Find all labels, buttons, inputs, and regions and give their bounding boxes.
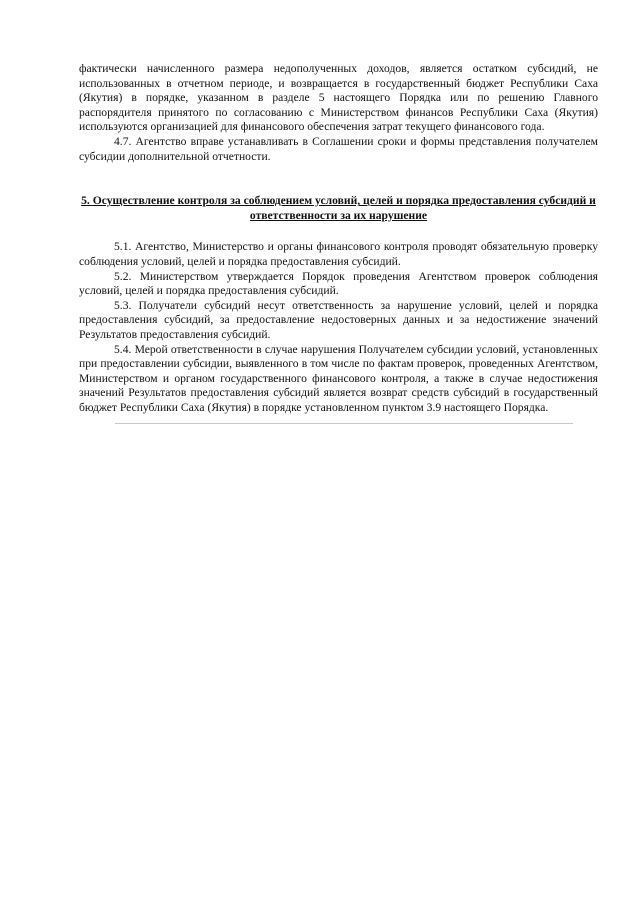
paragraph-4-7: 4.7. Агентство вправе устанавливать в Соглашении сроки и формы представления получателем субсидии дополнительной отчетности.: [79, 134, 598, 163]
paragraph-5-1: 5.1. Агентство, Министерство и органы финансового контроля проводят обязательную проверку соблюдения условий, целей и порядка предоставления субсидий.: [79, 240, 598, 268]
end-divider: [115, 423, 573, 424]
paragraph-5-3: 5.3. Получатели субсидий несут ответственность за нарушение условий, целей и порядка предоставления субсидий, за предоставление недостоверных данных и за недостижение значений Результатов предоставления субсидий.: [79, 298, 598, 341]
section-5-heading: 5. Осуществление контроля за соблюдением условий, целей и порядка предоставления субсидий и ответственности за их нарушение: [81, 194, 596, 222]
paragraph-5-4: 5.4. Мерой ответственности в случае нарушения Получателем субсидии условий, установленных при предоставлении субсидии, выявленного в том числе по фактам проверок, проведенных Агентством, Министерством и органом государственного финансового контроля, а также в случае недостижения значений Результатов предоставления субсидий является возврат средств субсидий в государственный бюджет Республики Саха (Якутия) в порядке установленном пунктом 3.9 настоящего Порядка.: [79, 342, 598, 414]
document-page: [79, 62, 598, 424]
section-spacer: [79, 223, 598, 240]
paragraph-4-6-continuation: фактически начисленного размера недополученных доходов, является остатком субсидий, не использованных в отчетном периоде, и возвращается в государственный бюджет Республики Саха (Якутия) в порядке, указанном в разделе 5 настоящего Порядка или по решению Главного распорядителя принятого по согласованию с Министерством финансов Республики Саха (Якутия) используются организацией для финансового обеспечения затрат текущего финансового года.: [79, 62, 598, 134]
paragraph-5-2: 5.2. Министерством утверждается Порядок проведения Агентством проверок соблюдения условий, целей и порядка предоставления субсидий.: [79, 269, 598, 298]
